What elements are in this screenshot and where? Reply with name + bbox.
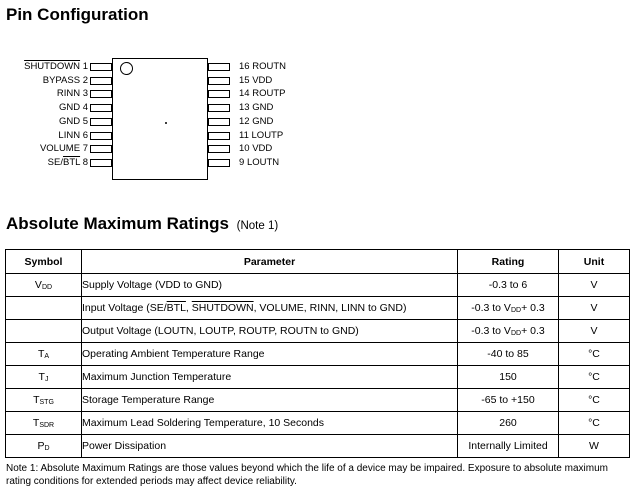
symbol-subscript: D (44, 445, 50, 452)
rating-subscript: DD (510, 330, 522, 337)
rating-text: -0.3 to V (471, 302, 511, 314)
symbol-cell (6, 412, 82, 435)
parameter-text: , (185, 302, 192, 314)
table-row (6, 435, 630, 458)
parameter-overline-text: SHUTDOWN (191, 302, 254, 314)
left-pin-label (58, 130, 88, 141)
left-pin-lead (90, 77, 112, 85)
pin-number: 6 (80, 129, 88, 141)
rating-cell: -40 to 85 (458, 343, 559, 366)
package-center-dot (165, 122, 167, 124)
unit-cell: V (559, 320, 630, 343)
table-row (6, 412, 630, 435)
pin-number: 11 (239, 129, 252, 141)
pin-name: VOLUME (39, 143, 81, 155)
unit-cell: °C (559, 412, 630, 435)
pin-number: 15 (239, 74, 253, 86)
left-pin-label (48, 157, 88, 168)
pin1-indicator-circle (120, 62, 133, 75)
ratings-table (5, 249, 630, 458)
table-row (6, 343, 630, 366)
pin-diagram (0, 55, 330, 190)
pin-number: 8 (80, 156, 88, 168)
symbol-subscript: SDR (39, 422, 55, 429)
left-pin-lead (90, 104, 112, 112)
unit-cell: V (559, 297, 630, 320)
left-pin-lead (90, 90, 112, 98)
pin-name: ROUTP (252, 88, 286, 100)
symbol-cell (6, 320, 82, 343)
unit-cell: °C (559, 343, 630, 366)
rating-subscript: DD (510, 307, 522, 314)
symbol-letter: T (38, 371, 45, 383)
rating-text: -0.3 to V (471, 325, 511, 337)
left-pin-label (43, 75, 88, 86)
table-row (6, 274, 630, 297)
right-pin-lead (208, 118, 230, 126)
right-pin-lead (208, 159, 230, 167)
rating-cell: 260 (458, 412, 559, 435)
table-row (6, 366, 630, 389)
parameter-overline-text: $\overline{BTL}$ (166, 302, 186, 314)
right-pin-lead (208, 90, 230, 98)
right-pin-label (239, 75, 272, 86)
pin-name-overline: $\overline{BTL}$ (62, 156, 81, 168)
ic-package (112, 58, 208, 180)
pin-number: 4 (80, 102, 88, 114)
pin-name: LOUTP (251, 129, 284, 141)
parameter-cell: Supply Voltage (VDD to GND) (82, 274, 458, 297)
pin-number: 5 (80, 115, 88, 127)
symbol-letter: T (37, 348, 45, 360)
symbol-subscript: J (44, 376, 49, 383)
header-rating: Rating (458, 250, 559, 274)
table-row (6, 297, 630, 320)
left-pin-lead (90, 145, 112, 153)
pin-number: 16 (239, 61, 253, 72)
pin-name: SHUTDOWN (24, 61, 81, 72)
symbol-cell (6, 389, 82, 412)
pin-number: 1 (80, 61, 88, 72)
right-pin-lead (208, 145, 230, 153)
rating-text: + 0.3 (521, 302, 545, 314)
symbol-letter: P (37, 440, 45, 452)
parameter-cell: Operating Ambient Temperature Range (82, 343, 458, 366)
pin-number: 3 (80, 88, 88, 100)
header-parameter: Parameter (82, 250, 458, 274)
parameter-cell: Output Voltage (LOUTN, LOUTP, ROUTP, ROUTN to GND) (82, 320, 458, 343)
right-pin-label (239, 88, 285, 99)
symbol-cell (6, 435, 82, 458)
pin-number: 14 (239, 88, 253, 100)
symbol-cell (6, 274, 82, 297)
ratings-title-text: Absolute Maximum Ratings (6, 214, 229, 233)
right-pin-lead (208, 104, 230, 112)
rating-text: + 0.3 (521, 325, 545, 337)
parameter-cell: Maximum Junction Temperature (82, 366, 458, 389)
pin-name: RINN (56, 88, 81, 100)
right-pin-label (239, 61, 286, 72)
pin-name: GND (252, 102, 274, 114)
rating-cell: -65 to +150 (458, 389, 559, 412)
right-pin-label (239, 157, 279, 168)
pin-configuration-title: Pin Configuration (6, 5, 149, 24)
symbol-letter: V (34, 279, 42, 291)
left-pin-lead (90, 159, 112, 167)
left-pin-lead (90, 63, 112, 71)
table-row (6, 320, 630, 343)
parameter-text: Input Voltage (SE/ (82, 302, 167, 314)
parameter-cell (82, 297, 458, 320)
absolute-max-ratings-title (6, 214, 278, 234)
table-row (6, 389, 630, 412)
left-pin-label (57, 88, 88, 99)
right-pin-lead (208, 132, 230, 140)
pin-number: 2 (80, 74, 88, 86)
rating-cell (458, 320, 559, 343)
rating-cell: 150 (458, 366, 559, 389)
unit-cell: °C (559, 389, 630, 412)
symbol-subscript: STG (39, 399, 54, 406)
footnote: Note 1: Absolute Maximum Ratings are those values beyond which the life of a device may be impaired. Exposure to absolute maximum rating conditions for extended periods may affect device reliability. (6, 463, 608, 487)
header-unit: Unit (559, 250, 630, 274)
parameter-cell: Power Dissipation (82, 435, 458, 458)
right-pin-label (239, 116, 273, 127)
pin-name: LINN (58, 129, 81, 141)
pin-number: 12 (239, 115, 253, 127)
rating-cell: -0.3 to 6 (458, 274, 559, 297)
right-pin-label (239, 102, 273, 113)
left-pin-label (59, 116, 88, 127)
unit-cell: °C (559, 366, 630, 389)
pin-name: ROUTN (252, 61, 286, 72)
symbol-cell (6, 297, 82, 320)
left-pin-lead (90, 132, 112, 140)
left-pin-label (24, 61, 88, 72)
right-pin-lead (208, 77, 230, 85)
left-pin-label (40, 143, 88, 154)
pin-name: LOUTN (246, 156, 280, 168)
symbol-subscript: DD (41, 284, 53, 291)
note-reference: (Note 1) (236, 220, 279, 232)
pin-name: VDD (252, 143, 273, 155)
pin-number: 7 (80, 143, 88, 155)
symbol-cell (6, 343, 82, 366)
table-header-row (6, 250, 630, 274)
left-pin-lead (90, 118, 112, 126)
pin-name: BYPASS (42, 74, 81, 86)
pin-number: 10 (239, 143, 253, 155)
header-symbol: Symbol (6, 250, 82, 274)
pin-number: 9 (239, 156, 247, 168)
left-pin-label (59, 102, 88, 113)
pin-name: GND (58, 115, 81, 127)
symbol-letter: T (33, 394, 40, 406)
symbol-subscript: A (44, 353, 50, 360)
parameter-text: , VOLUME, RINN, LINN to GND) (253, 302, 407, 314)
rating-cell: Internally Limited (458, 435, 559, 458)
unit-cell: W (559, 435, 630, 458)
pin-name: GND (252, 115, 274, 127)
right-pin-label (239, 143, 272, 154)
right-pin-lead (208, 63, 230, 71)
pin-name: SE/ (47, 156, 63, 168)
right-pin-label (239, 130, 283, 141)
parameter-cell: Storage Temperature Range (82, 389, 458, 412)
pin-name: GND (58, 102, 81, 114)
symbol-letter: T (32, 417, 40, 429)
unit-cell: V (559, 274, 630, 297)
pin-number: 13 (239, 102, 253, 114)
pin-name: VDD (252, 74, 273, 86)
symbol-cell (6, 366, 82, 389)
parameter-cell: Maximum Lead Soldering Temperature, 10 Seconds (82, 412, 458, 435)
rating-cell (458, 297, 559, 320)
